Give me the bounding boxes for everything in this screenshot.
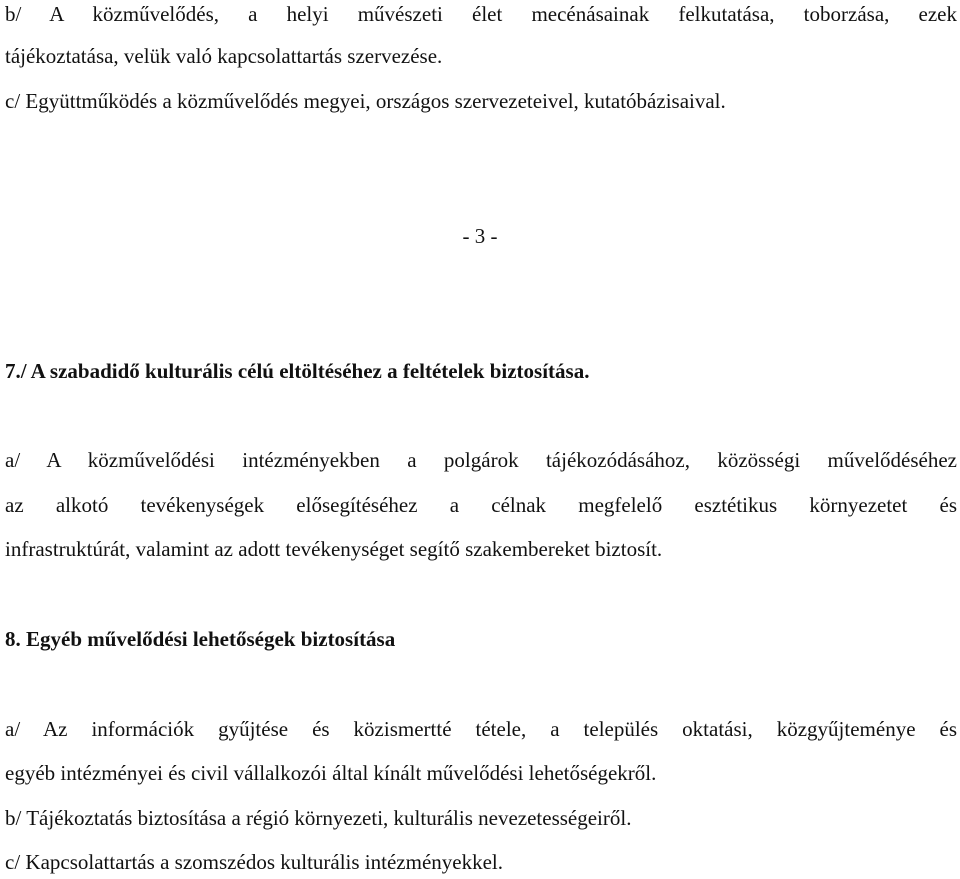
section-7-a-line-1: a/ A közművelődési intézményekben a polgárok tájékozódásához, közösségi művelődéséhez <box>5 448 957 472</box>
section-7-a-line-2: az alkotó tevékenységek elősegítéséhez a célnak megfelelő esztétikus környezetet és <box>5 493 957 517</box>
section-8-a-line-2: egyéb intézményei és civil vállalkozói által kínált művelődési lehetőségekről. <box>5 761 657 785</box>
paragraph-b-line-2: tájékoztatása, velük való kapcsolattartás szervezése. <box>5 44 443 68</box>
section-8-a-line-1: a/ Az információk gyűjtése és közismertté tétele, a település oktatási, közgyűjteménye és <box>5 717 957 741</box>
paragraph-b-line-1: b/ A közművelődés, a helyi művészeti élet mecénásainak felkutatása, toborzása, ezek <box>5 2 957 26</box>
paragraph-c: c/ Együttműködés a közművelődés megyei, országos szervezeteivel, kutatóbázisaival. <box>5 89 726 113</box>
section-7-a-line-3: infrastruktúrát, valamint az adott tevékenységet segítő szakembereket biztosít. <box>5 537 663 561</box>
section-8-heading: 8. Egyéb művelődési lehetőségek biztosítása <box>5 627 396 651</box>
page-number: - 3 - <box>462 224 498 248</box>
section-8-c: c/ Kapcsolattartás a szomszédos kulturális intézményekkel. <box>5 850 504 874</box>
section-8-b: b/ Tájékoztatás biztosítása a régió környezeti, kulturális nevezetességeiről. <box>5 806 632 830</box>
section-7-heading: 7./ A szabadidő kulturális célú eltöltéséhez a feltételek biztosítása. <box>5 359 590 383</box>
